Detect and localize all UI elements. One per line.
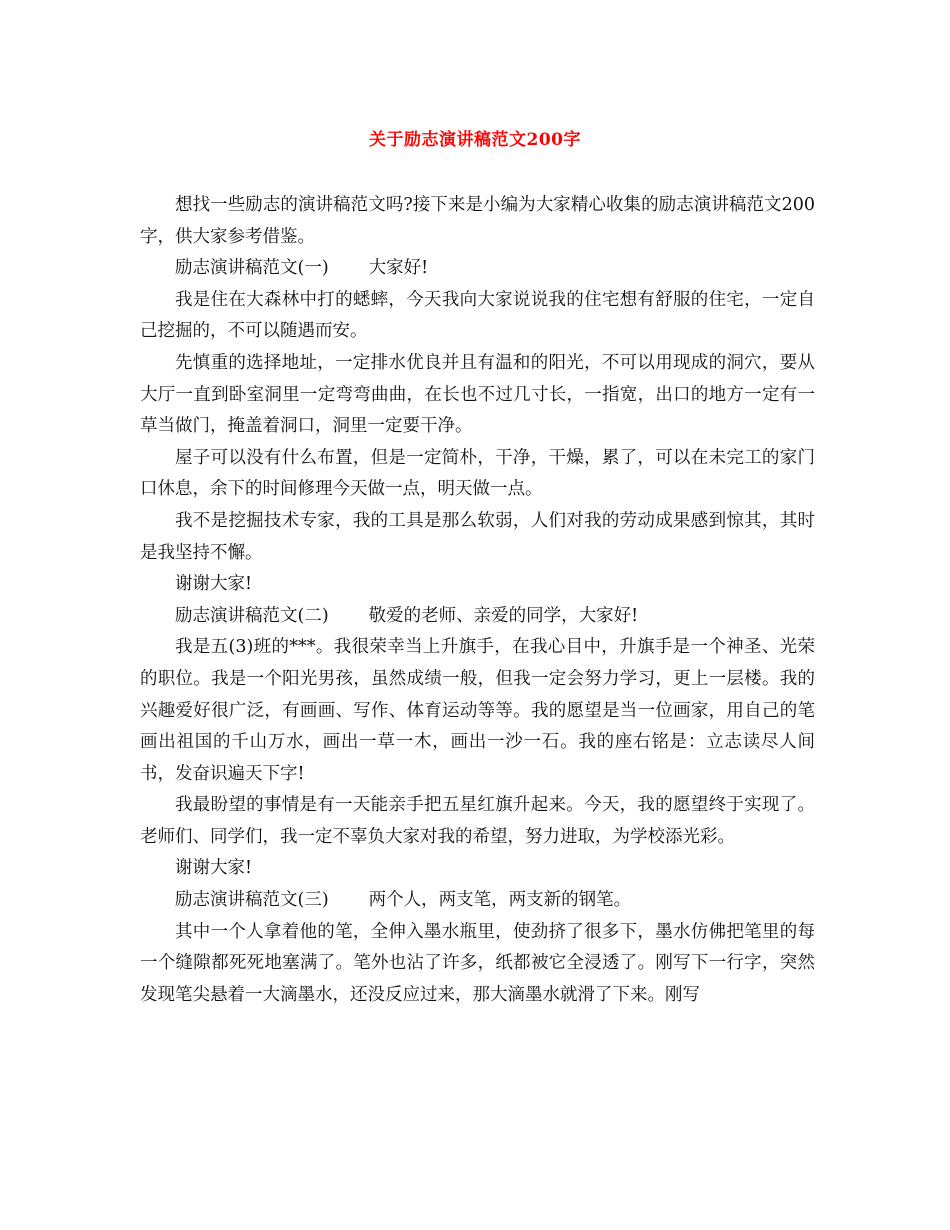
document-title: 关于励志演讲稿范文200字 [369,130,581,150]
paragraph-intro: 想找一些励志的演讲稿范文吗?接下来是小编为大家精心收集的励志演讲稿范文200字，供大家参考借鉴。 [140,195,815,247]
section-greeting: 两个人，两支笔，两支新的钢笔。 [368,890,632,911]
paragraph: 先慎重的选择地址，一定排水优良并且有温和的阳光，不可以用现成的洞穴，要从大厅一直到卧室洞里一定弯弯曲曲，在长也不过几寸长，一指宽，出口的地方一定有一草当做门，掩盖着洞口，洞里一定要干净。 [140,352,815,437]
paragraph-section-2-heading [140,601,815,633]
paragraph-section-1-heading [140,253,815,285]
section-greeting: 敬爱的老师、亲爱的同学，大家好! [368,605,639,626]
paragraph: 我最盼望的事情是有一天能亲手把五星红旗升起来。今天，我的愿望终于实现了。老师们、同学们，我一定不辜负大家对我的希望，努力进取，为学校添光彩。 [140,795,815,847]
paragraph-thanks: 谢谢大家! [175,858,253,879]
paragraph: 我是住在大森林中打的蟋蟀，今天我向大家说说我的住宅想有舒服的住宅，一定自己挖掘的，不可以随遇而安。 [140,289,815,342]
paragraph-thanks: 谢谢大家! [175,574,253,595]
section-heading: 励志演讲稿范文(三) [175,890,329,911]
section-heading: 励志演讲稿范文(一) [175,258,329,279]
paragraph: 我不是挖掘技术专家，我的工具是那么软弱，人们对我的劳动成果感到惊其，其时是我坚持不懈。 [140,510,815,563]
section-greeting: 大家好! [368,258,429,279]
paragraph: 屋子可以没有什么布置，但是一定简朴，干净，干燥，累了，可以在未完工的家门口休息，余下的时间修理今天做一点，明天做一点。 [140,447,815,500]
document-body [140,190,815,1011]
paragraph: 我是五(3)班的***。我很荣幸当上升旗手，在我心目中，升旗手是一个神圣、光荣的职位。我是一个阳光男孩，虽然成绩一般，但我一定会努力学习，更上一层楼。我的兴趣爱好很广泛，有画画、写作、体育运动等等。我的愿望是当一位画家，用自己的笔画出祖国的千山万水，画出一草一木，画出一沙一石。我的座右铭是：立志读尽人间书，发奋识遍天下字! [140,637,815,784]
paragraph: 其中一个人拿着他的笔，全伸入墨水瓶里，使劲挤了很多下，墨水仿佛把笔里的每一个缝隙都死死地塞满了。笔外也沾了许多，纸都被它全浸透了。刚写下一行字，突然发现笔尖悬着一大滴墨水，还没反应过来，那大滴墨水就滑了下来。刚写 [140,921,815,1005]
section-heading: 励志演讲稿范文(二) [175,605,329,626]
paragraph-section-3-heading [140,885,815,917]
